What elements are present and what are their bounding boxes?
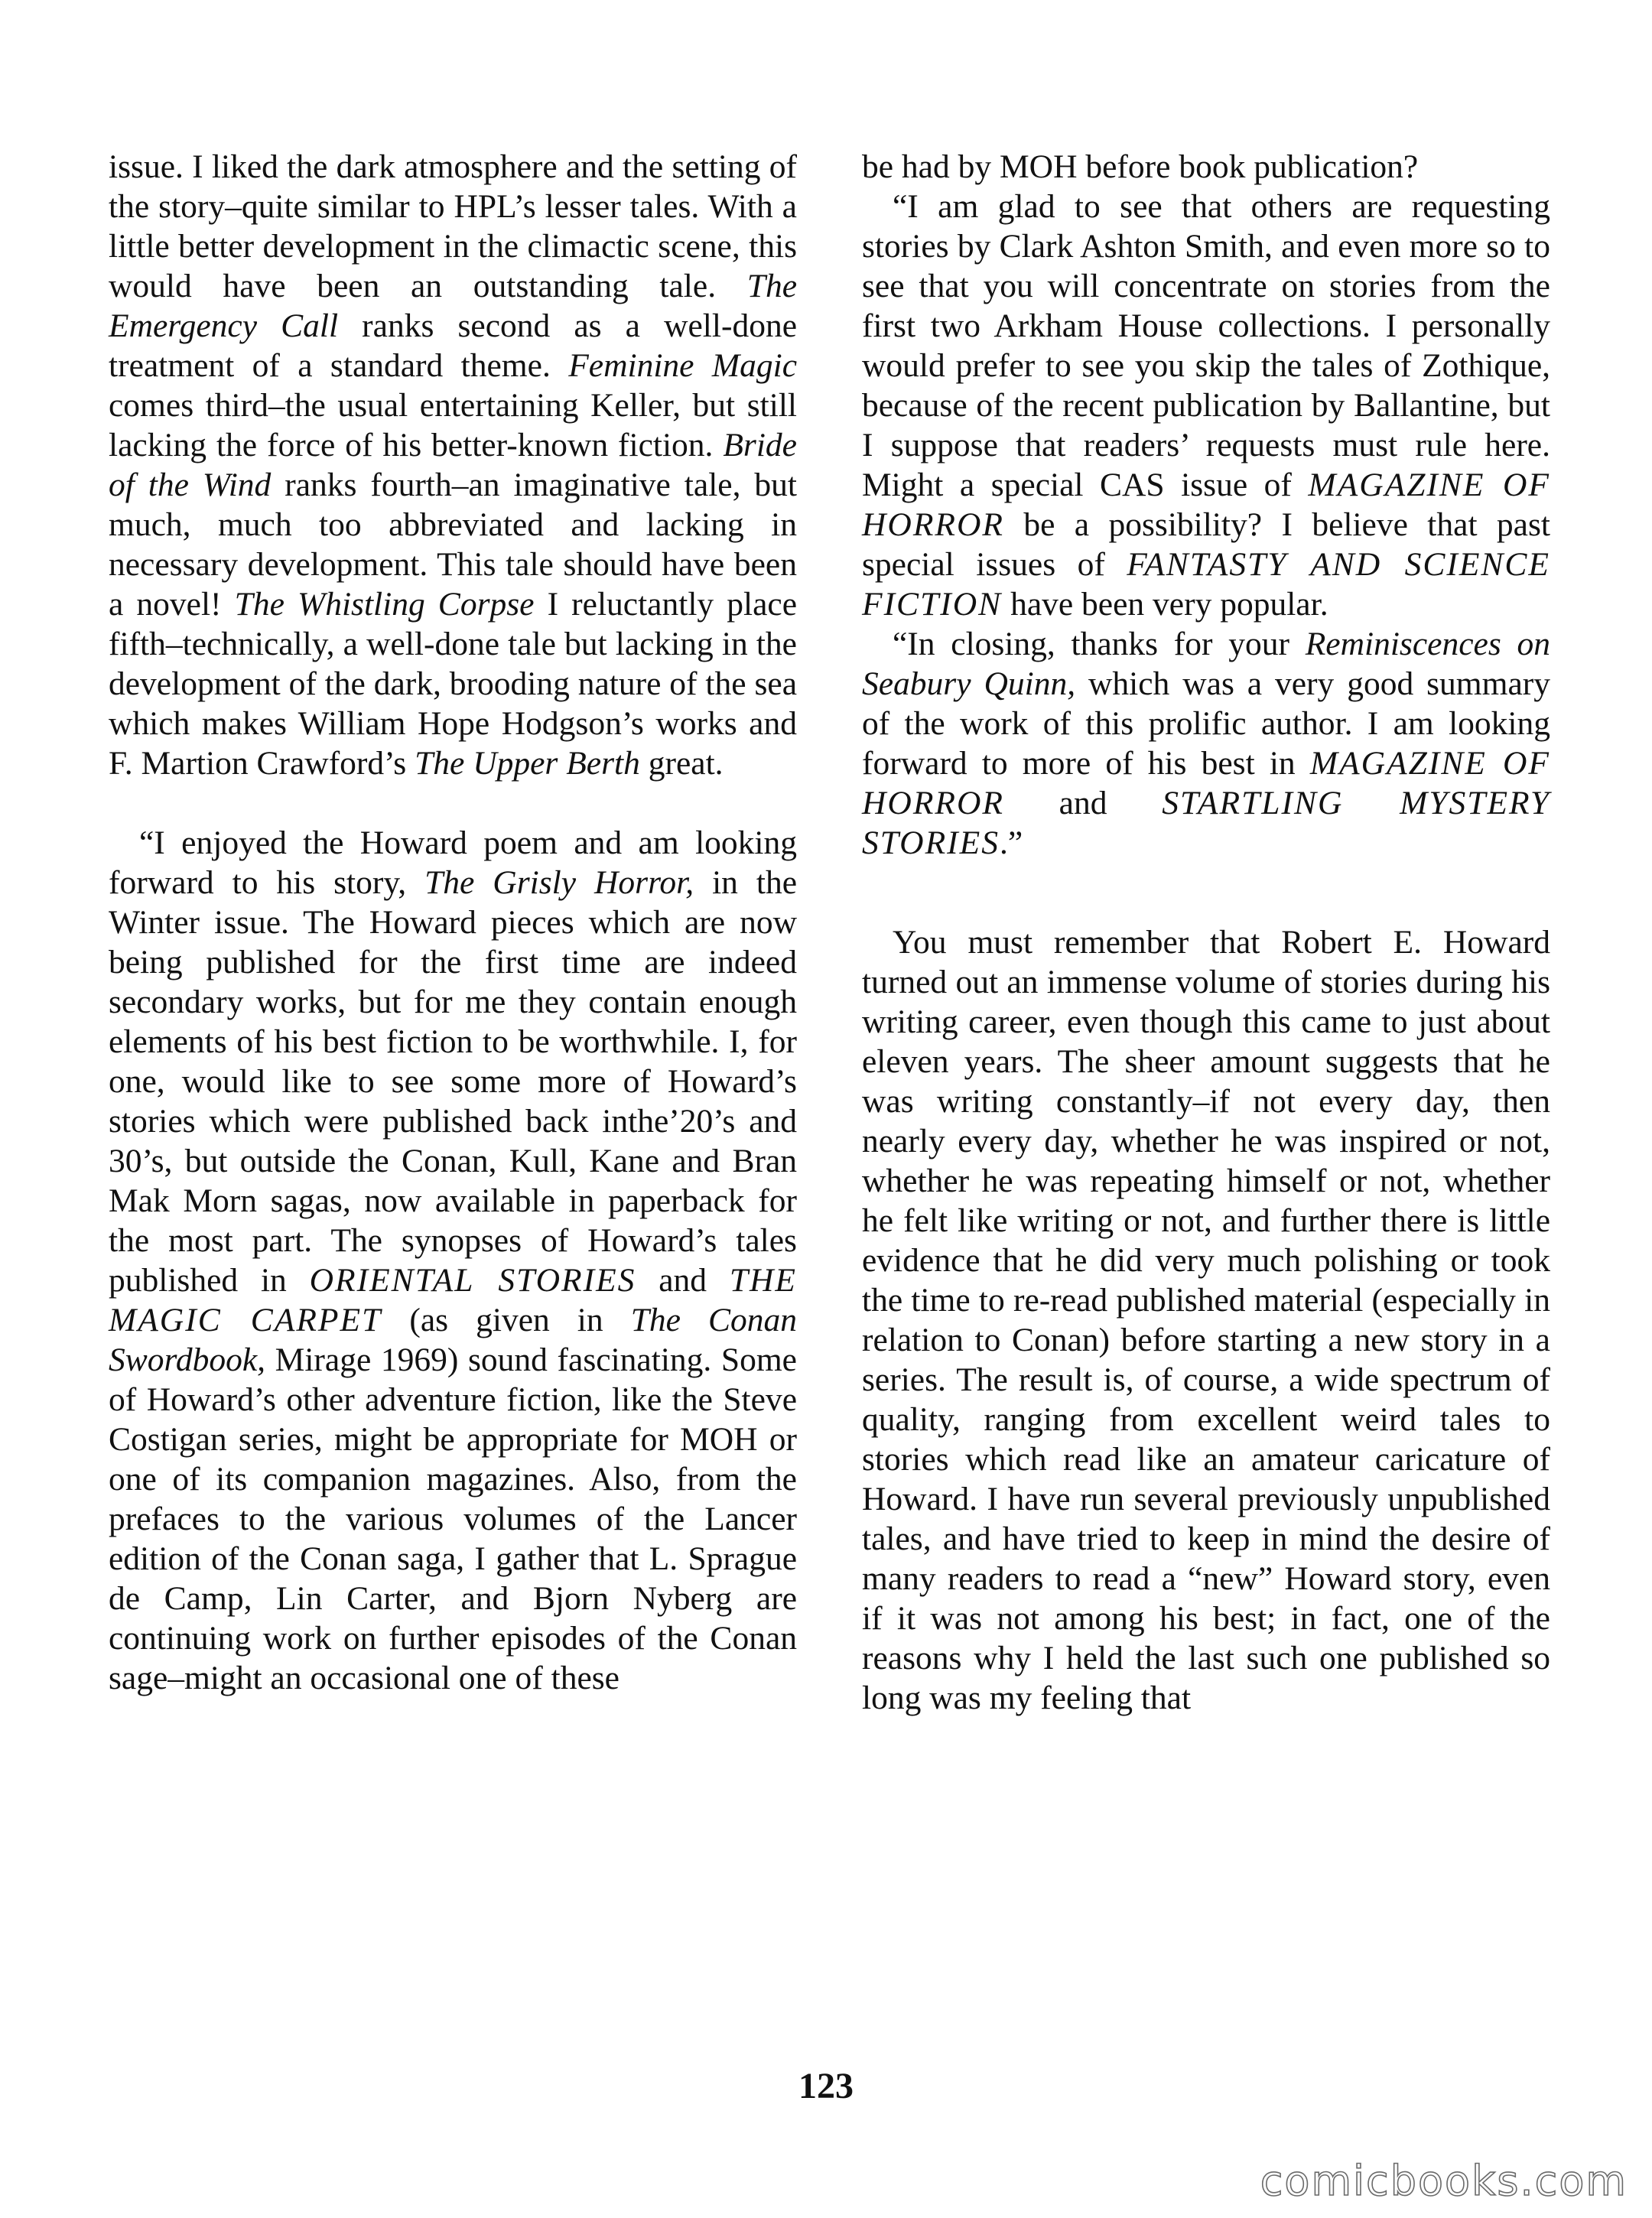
- text-run: and: [1003, 785, 1163, 821]
- text-run: ranks fourth–an imaginative tale, but much, much too abbreviated and lacking in necessary development. This tale should have been a novel!: [109, 467, 798, 623]
- text-run: great.: [639, 745, 724, 782]
- paragraph-howard-comments: [109, 823, 797, 1698]
- text-run: Mirage 1969) sound fascinating. Some of Howard’s other adventure fiction, like the Steve Costigan series, might be appropriate for MOH or one of its companion magazines. Also, from the prefaces to the various volumes of the Lancer edition of the Conan saga, I gather that L. Sprague de Camp, Lin Carter, and Bjorn Nyberg are continuing work on further episodes of the Conan sage–might an occasional one of these: [109, 1342, 797, 1696]
- magazine-title: FANTASTY AND SCIENCE FICTION: [862, 546, 1551, 623]
- page-number: 123: [798, 2066, 854, 2106]
- story-title: The Upper Berth: [415, 745, 640, 782]
- text-run: “I enjoyed the Howard poem and am looking forward to his story,: [109, 824, 797, 901]
- magazine-title: MAGAZINE OF HORROR: [862, 745, 1550, 821]
- text-run: ranks second as a well-done treatment of a standard theme.: [109, 307, 797, 384]
- story-title: The Emergency Call: [109, 268, 797, 344]
- paragraph-closing: [862, 624, 1550, 863]
- magazine-title: STARTLING MYSTERY STORIES: [862, 785, 1551, 861]
- article-title: Reminiscences on Seabury Quinn,: [862, 626, 1550, 702]
- magazine-title: ORIENTAL STORIES: [309, 1262, 636, 1299]
- text-run: .”: [999, 824, 1023, 861]
- story-title: Feminine Magic: [568, 347, 797, 384]
- paragraph-reader-letter-continued: [109, 147, 797, 783]
- story-title: The Whistling Corpse: [234, 586, 535, 623]
- watermark-logo: comicbooks.com: [1260, 2157, 1628, 2205]
- text-run: “I am glad to see that others are requesting stories by Clark Ashton Smith, and even more so to see that you will concentrate on stories from the first two Arkham House collections. I personally would prefer to see you skip the tales of Zothique, because of the recent publication by Ballantine, but I suppose that readers’ requests must rule here. Might a special CAS issue of: [862, 188, 1550, 503]
- text-run: and: [636, 1262, 730, 1299]
- left-column: [109, 147, 797, 1698]
- magazine-title: THE MAGIC CARPET: [109, 1262, 798, 1338]
- paragraph-clark-ashton-smith: [862, 187, 1550, 624]
- book-title: The Conan Swordbook,: [109, 1302, 798, 1378]
- text-run: I reluctantly place fifth–technically, a well-done tale but lacking in the development of the dark, brooding nature of the sea which makes William Hope Hodgson’s works and F. Martion Crawford’s: [109, 586, 798, 782]
- story-title: Bride of the Wind: [109, 427, 797, 503]
- text-run: issue. I liked the dark atmosphere and the setting of the story–quite similar to HPL’s lesser tales. With a little better development in the climactic scene, this would have been an outstanding tale.: [109, 148, 797, 304]
- magazine-title: MAGAZINE OF HORROR: [862, 467, 1550, 543]
- paragraph-continued: [862, 147, 1550, 187]
- text-run: have been very popular.: [1002, 586, 1328, 623]
- text-run: which was a very good summary of the work of this prolific author. I am looking forward to more of his best in: [862, 665, 1551, 782]
- text-run: You must remember that Robert E. Howard turned out an immense volume of stories during his writing career, even though this came to just about eleven years. The sheer amount suggests that he was writing constantly–if not every day, then nearly every day, whether he was inspired or not, whether he was repeating himself or not, whether he felt like writing or not, and further there is little evidence that he did very much polishing or took the time to re-read published material (especially in relation to Conan) before starting a new story in a series. The result is, of course, a wide spectrum of quality, ranging from excellent weird tales to stories which read like an amateur caricature of Howard. I have run several previously unpublished tales, and have tried to keep in mind the desire of many readers to read a “new” Howard story, even if it was not among his best; in fact, one of the reasons why I held the last such one published so long was my feeling that: [862, 924, 1550, 1716]
- right-column: [862, 147, 1550, 1718]
- text-run: (as given in: [382, 1302, 631, 1338]
- text-run: be a possibility? I believe that past special issues of: [862, 506, 1550, 583]
- story-title: The Grisly Horror,: [424, 864, 694, 901]
- text-run: in the Winter issue. The Howard pieces which are now being published for the first time are indeed secondary works, but for me they contain enough elements of his best fiction to be worthwhile. I, for one, would like to see some more of Howard’s stories which were published back inthe’20’s and 30’s, but outside the Conan, Kull, Kane and Bran Mak Morn sagas, now available in paperback for the most part. The synopses of Howard’s tales published in: [109, 864, 798, 1299]
- paragraph-editor-reply: [862, 922, 1550, 1718]
- text-run: “In closing, thanks for your: [893, 626, 1306, 662]
- text-run: comes third–the usual entertaining Keller, but still lacking the force of his better-known fiction.: [109, 387, 797, 463]
- text-run: be had by MOH before book publication?: [862, 148, 1419, 185]
